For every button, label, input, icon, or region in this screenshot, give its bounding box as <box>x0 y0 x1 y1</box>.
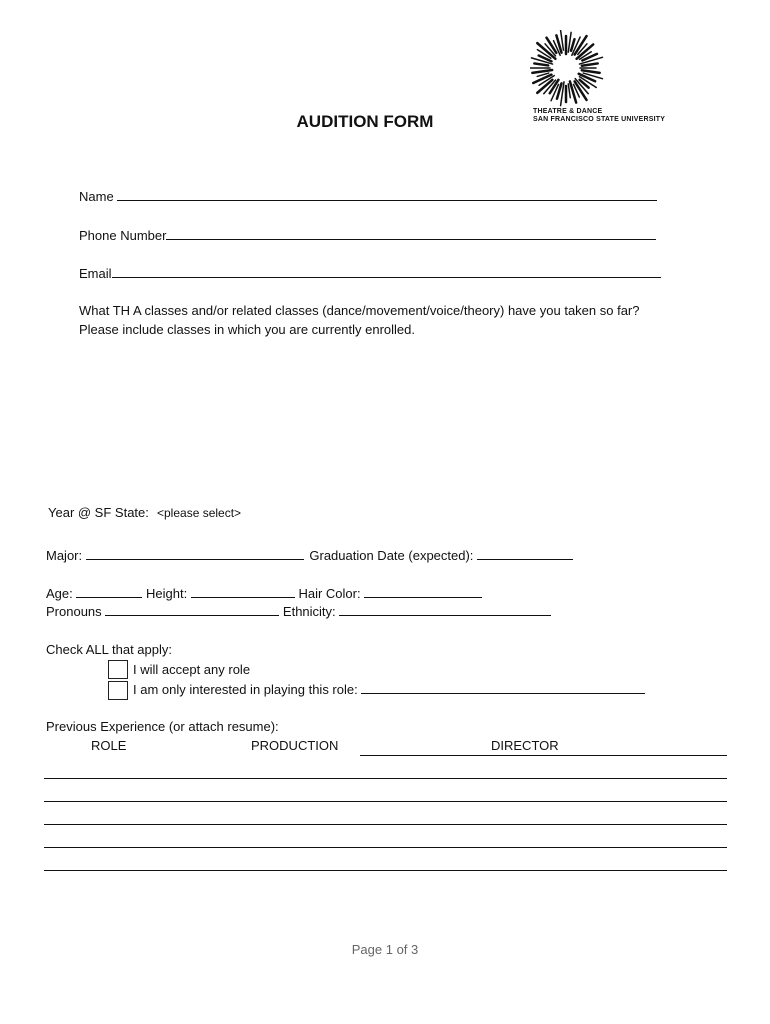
check-heading: Check ALL that apply: <box>46 642 172 657</box>
major-row <box>46 547 573 563</box>
experience-header-line <box>360 755 727 756</box>
major-field[interactable] <box>86 547 304 560</box>
email-row <box>79 265 661 281</box>
logo-ray <box>532 70 552 73</box>
accept-any-role-checkbox[interactable] <box>108 660 128 679</box>
name-row <box>79 188 657 204</box>
major-label: Major: <box>46 548 83 563</box>
year-label: Year @ SF State: <box>48 505 149 520</box>
height-field[interactable] <box>191 585 295 598</box>
hair-color-field[interactable] <box>364 585 482 598</box>
classes-answer-area[interactable] <box>79 345 679 485</box>
pronouns-row <box>46 603 551 619</box>
ethnicity-label: Ethnicity: <box>282 604 336 619</box>
form-title: AUDITION FORM <box>296 112 434 131</box>
email-label: Email <box>79 266 112 281</box>
phone-label: Phone Number <box>79 228 167 243</box>
logo-line-1: THEATRE & DANCE <box>533 108 603 115</box>
name-label: Name <box>79 189 114 204</box>
year-select[interactable]: <please select> <box>157 506 242 520</box>
experience-row-line[interactable] <box>44 778 727 779</box>
pronouns-field[interactable] <box>105 603 279 616</box>
age-label: Age: <box>46 586 73 601</box>
pronouns-label: Pronouns <box>46 604 102 619</box>
experience-row-line[interactable] <box>44 870 727 871</box>
graduation-field[interactable] <box>477 547 573 560</box>
experience-row-line[interactable] <box>44 801 727 802</box>
logo-line-2: SAN FRANCISCO STATE UNIVERSITY <box>533 116 666 123</box>
height-label: Height: <box>146 586 188 601</box>
specific-role-label: I am only interested in playing this role: <box>133 682 358 697</box>
specific-role-row <box>133 681 645 697</box>
column-production: PRODUCTION <box>251 738 339 753</box>
ethnicity-field[interactable] <box>339 603 551 616</box>
experience-row-line[interactable] <box>44 847 727 848</box>
experience-row-line[interactable] <box>44 824 727 825</box>
email-field[interactable] <box>112 265 661 278</box>
column-director: DIRECTOR <box>491 738 559 753</box>
specific-role-checkbox[interactable] <box>108 681 128 700</box>
specific-role-field[interactable] <box>361 681 645 694</box>
name-field[interactable] <box>117 188 657 201</box>
experience-heading: Previous Experience (or attach resume): <box>46 719 279 734</box>
accept-any-role-label: I will accept any role <box>133 662 251 677</box>
column-role: ROLE <box>91 738 127 753</box>
page-number: Page 1 of 3 <box>351 942 419 957</box>
logo-ray <box>582 63 598 65</box>
phone-field[interactable] <box>166 227 656 240</box>
phone-row <box>79 227 656 243</box>
classes-question: What TH A classes and/or related classes (dance/movement/voice/theory) have you taken so far? Please include classes in which you are currently enrolled. <box>79 303 640 337</box>
logo-ray <box>582 70 600 73</box>
age-field[interactable] <box>76 585 142 598</box>
graduation-label: Graduation Date (expected): <box>309 548 474 563</box>
logo-ray <box>534 63 548 65</box>
age-row <box>46 585 482 601</box>
hair-color-label: Hair Color: <box>298 586 361 601</box>
